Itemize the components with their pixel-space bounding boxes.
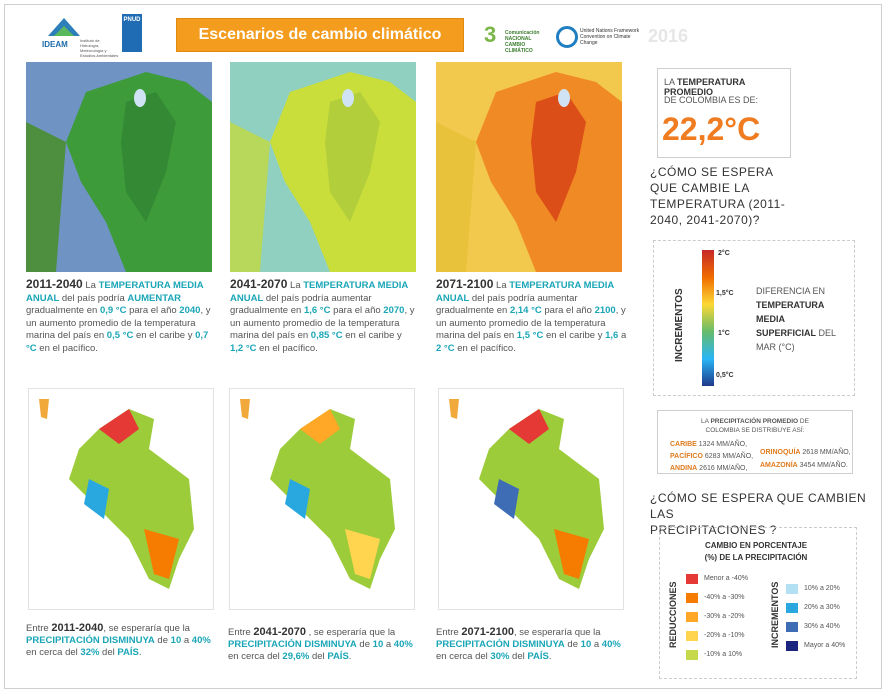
question-line: TEMPERATURA (2011-: [650, 197, 786, 211]
caption-period: 2071-2100: [436, 277, 494, 291]
water-drop-icon: [134, 89, 146, 107]
island-area: [240, 399, 250, 419]
caption-text: Entre: [26, 623, 52, 634]
precip-region-caribe: [670, 441, 747, 448]
page-title: Escenarios de cambio climático: [198, 26, 442, 43]
caption-highlight: PAÍS: [527, 651, 549, 662]
caption-highlight: 10: [580, 639, 592, 650]
legend-label: -30% a -20%: [704, 613, 745, 620]
region-name: ANDINA: [670, 465, 698, 472]
caption-period: 2041-2070: [253, 626, 306, 638]
region-value: 6283 MM/AÑO,: [702, 453, 754, 460]
scale-desc-line: DIFERENCIA EN: [756, 286, 826, 296]
caption-text: , se esperaría que la: [305, 627, 396, 638]
caption-text: a: [181, 635, 192, 646]
caption-text: en cerca del: [436, 651, 491, 662]
caption-text: La: [493, 280, 510, 291]
caption-text: de: [154, 635, 171, 646]
caption-highlight: 40%: [393, 639, 413, 650]
caption-highlight: 40%: [601, 639, 621, 650]
caption-text: La: [82, 280, 99, 291]
avg-temp-value: 22,2°C: [662, 111, 761, 147]
scale-desc-highlight: TEMPERATURA MEDIA: [756, 300, 824, 324]
caption-text: , y un aumento promedio de la temperatura marina del país en: [26, 305, 211, 341]
caption-text: .: [548, 651, 552, 662]
island-area: [39, 399, 49, 419]
legend-label: -10% a 10%: [704, 651, 743, 658]
legend-swatch: [686, 612, 698, 622]
region-name: ORINOQUÍA: [760, 449, 801, 456]
caption-text: en el caribe y: [342, 330, 402, 341]
caption-period: 2011-2040: [26, 277, 83, 291]
legend-label: 10% a 20%: [804, 585, 840, 592]
caption-highlight: PRECIPITACIÓN DISMINUYA: [26, 635, 155, 646]
caption-text: para el año: [541, 305, 595, 316]
legend-swatch: [786, 603, 798, 613]
ideam-logo-text: IDEAM: [42, 40, 68, 49]
region-name: PACÍFICO: [670, 453, 703, 460]
unfccc-text: United Nations Framework Convention on Climate Change: [580, 28, 640, 46]
caption-highlight: PRECIPITACIÓN DISMINUYA: [228, 639, 357, 650]
temperature-question: [650, 164, 785, 228]
caption-period: 2011-2040: [51, 622, 104, 634]
caption-highlight: 2100: [594, 305, 616, 316]
temperature-map-2041-2070: [230, 62, 416, 272]
caption-text: La: [287, 280, 304, 291]
caption-highlight: 30%: [490, 651, 510, 662]
precip-region-andina: [670, 465, 747, 472]
scale-desc-text: DEL: [816, 328, 837, 338]
question-line: PRECIPITACIONES ?: [650, 523, 777, 537]
precip-region-orinoquia: [760, 449, 851, 456]
avg-temp-text: LA: [664, 77, 678, 87]
legend-label: 30% a 40%: [804, 623, 840, 630]
caption-text: a: [618, 330, 627, 341]
caption-highlight: 1,5 °C: [516, 330, 544, 341]
undp-logo-text: PNUD: [123, 17, 141, 23]
legend-swatch: [786, 622, 798, 632]
caption-highlight: AUMENTAR: [127, 292, 182, 304]
scale-desc-line: MAR (°C): [756, 342, 795, 352]
caption-text: a: [591, 639, 602, 650]
ideam-leaf-icon: [54, 26, 74, 36]
question-line: QUE CAMBIE LA: [650, 181, 750, 195]
temperature-map-graphic: [436, 62, 622, 272]
legend-swatch: [786, 584, 798, 594]
caption-highlight: 10: [170, 635, 182, 646]
caption-period: 2071-2100: [461, 626, 514, 638]
caption-highlight: PAÍS: [117, 647, 139, 658]
precip-title-highlight: PRECIPITACIÓN PROMEDIO: [710, 418, 799, 425]
year-label: 2016: [648, 26, 689, 46]
caption-highlight: 0,85 °C: [310, 330, 343, 341]
precipitation-map-2041-2070: [229, 388, 415, 610]
caption-text: en cerca del: [26, 647, 81, 658]
average-precipitation-box: [657, 410, 853, 474]
caption-highlight: 1,6 °C: [303, 305, 331, 316]
caption-text: del país podría aumentar gradualmente en: [436, 292, 578, 316]
caption-text: , se esperaría que la: [513, 627, 601, 638]
caption-highlight: 2070: [383, 305, 405, 316]
region-name: AMAZONÍA: [760, 462, 798, 469]
caption-text: en el pacífico.: [36, 342, 98, 354]
water-drop-icon: [558, 89, 570, 107]
precip-title-text: COLOMBIA SE DISTRIBUYE ASÍ:: [705, 427, 805, 434]
legend-label: -20% a -10%: [704, 632, 745, 639]
caption-highlight: 0,5 °C: [106, 330, 134, 341]
precip-title-text: DE: [798, 418, 809, 425]
region-value: 2618 MM/AÑO,: [800, 449, 851, 456]
precip-map-graphic: [29, 389, 213, 609]
legend-swatch: [686, 650, 698, 660]
caption-highlight: PRECIPITACIÓN DISMINUYA: [436, 639, 565, 650]
precipitation-map-2011-2040: [28, 388, 214, 610]
temperature-colorbar: [702, 250, 714, 386]
avg-temp-line2: DE COLOMBIA ES DE:: [664, 95, 759, 105]
caption-text: .: [138, 647, 142, 658]
caption-highlight: 2040: [179, 305, 201, 316]
precip-title-text: LA: [701, 418, 711, 425]
scale-desc-highlight: SUPERFICIAL: [756, 328, 817, 338]
caption-highlight: 29,6%: [282, 651, 310, 662]
colorbar-tick: 0,5°C: [716, 372, 734, 379]
increments-axis-label: INCREMENTOS: [674, 288, 685, 362]
colorbar-tick: 1,5°C: [716, 290, 734, 297]
caption-text: de: [564, 639, 581, 650]
caption-text: para el año: [126, 305, 180, 316]
temperature-map-2011-2040: [26, 62, 212, 272]
page-title-bar: [176, 18, 464, 52]
caption-text: del: [509, 651, 528, 662]
legend-label: Mayor a 40%: [804, 642, 846, 649]
ideam-logo: [36, 14, 119, 58]
legend-swatch: [686, 631, 698, 641]
temperature-map-2071-2100: [436, 62, 622, 272]
caption-highlight: 1,2 °C: [230, 342, 257, 354]
caption-period: 2041-2070: [230, 277, 288, 291]
region-value: 2616 MM/AÑO,: [697, 465, 748, 472]
caption-highlight: TEMPERATURA MEDIA ANUAL: [230, 280, 408, 304]
precip-legend-title: [676, 540, 836, 564]
caption-text: , y un aumento promedio de la temperatura marina del país en: [230, 305, 415, 341]
caption-text: del país podría: [59, 292, 128, 304]
colorbar-tick: 2°C: [718, 250, 730, 257]
precip-region-pacifico: [670, 453, 753, 460]
legend-label: Menor a -40%: [704, 575, 748, 582]
legend-title-line: (%) DE LA PRECIPITACIÓN: [704, 553, 808, 562]
caption-text: en el caribe y: [133, 330, 196, 341]
question-line: 2040, 2041-2070)?: [650, 213, 760, 227]
region-name: CARIBE: [670, 441, 697, 448]
caption-text: Entre: [436, 627, 462, 638]
legend-swatch: [686, 593, 698, 603]
water-drop-icon: [342, 89, 354, 107]
caption-highlight: 40%: [191, 635, 211, 646]
caption-text: del: [99, 647, 118, 658]
question-line: ¿CÓMO SE ESPERA: [650, 165, 774, 179]
temperature-caption-2011-2040: [26, 278, 212, 355]
caption-text: en el pacífico.: [256, 342, 318, 354]
legend-label: -40% a -30%: [704, 594, 745, 601]
precip-region-amazonia: [760, 462, 848, 469]
avg-temp-highlight: TEMPERATURA PROMEDIO: [664, 77, 746, 97]
temperature-map-graphic: [26, 62, 212, 272]
legend-label: 20% a 30%: [804, 604, 840, 611]
third-communication-number: 3: [484, 22, 497, 47]
caption-highlight: PAÍS: [327, 651, 349, 662]
caption-text: , y un aumento promedio de la temperatura marina del país en: [436, 305, 626, 341]
average-temperature-box: [657, 68, 791, 158]
third-communication-text: Comunicación NACIONAL CAMBIO CLIMÁTICO: [505, 30, 540, 54]
caption-text: del: [309, 651, 328, 662]
caption-text: gradualmente en: [26, 305, 100, 316]
region-value: 3454 MM/AÑO.: [797, 462, 848, 469]
caption-text: de: [356, 639, 373, 650]
question-line: ¿CÓMO SE ESPERA QUE CAMBIEN LAS: [650, 491, 867, 521]
precip-caption-2041-2070: [228, 626, 418, 663]
caption-highlight: TEMPERATURA MEDIA ANUAL: [26, 280, 204, 304]
temperature-caption-2041-2070: [230, 278, 416, 355]
region-value: 1324 MM/AÑO,: [696, 441, 748, 448]
caption-text: para el año: [330, 305, 384, 316]
caption-text: .: [348, 651, 352, 662]
caption-highlight: 2,14 °C: [509, 305, 542, 316]
island-area: [449, 399, 459, 419]
caption-highlight: 10: [372, 639, 384, 650]
caption-text: Entre: [228, 627, 254, 638]
caption-highlight: TEMPERATURA MEDIA ANUAL: [436, 280, 614, 304]
temperature-scale-description: [756, 284, 850, 354]
precipitation-map-2071-2100: [438, 388, 624, 610]
reductions-label: REDUCCIONES: [668, 581, 678, 648]
caption-highlight: 0,9 °C: [99, 305, 127, 316]
increments-label: INCREMENTOS: [770, 581, 780, 648]
caption-highlight: 2 °C: [436, 342, 455, 354]
temperature-caption-2071-2100: [436, 278, 632, 355]
caption-text: en el caribe y: [543, 330, 606, 341]
legend-swatch: [686, 574, 698, 584]
precip-map-graphic: [230, 389, 414, 609]
caption-text: en el pacífico.: [454, 342, 516, 354]
precip-map-graphic: [439, 389, 623, 609]
unfccc-logo-icon: [556, 26, 578, 48]
caption-highlight: 32%: [80, 647, 100, 658]
precip-caption-2011-2040: [26, 622, 216, 659]
legend-title-line: CAMBIO EN PORCENTAJE: [704, 541, 808, 550]
ideam-subtitle: Instituto de Hidrología, Meteorología y Estudios Ambientales: [80, 38, 119, 58]
precip-caption-2071-2100: [436, 626, 628, 663]
precip-box-title: [664, 417, 846, 435]
caption-text: en cerca del: [228, 651, 283, 662]
caption-highlight: 1,6: [605, 330, 619, 341]
undp-logo: [122, 14, 142, 52]
caption-text: del país podría aumentar gradualmente en: [230, 292, 372, 316]
temperature-map-graphic: [230, 62, 416, 272]
avg-temp-line1: [664, 77, 790, 97]
caption-highlight: 0,7 °C: [26, 330, 209, 354]
colorbar-tick: 1°C: [718, 330, 730, 337]
caption-text: a: [383, 639, 394, 650]
legend-swatch: [786, 641, 798, 651]
caption-text: , se esperaría que la: [103, 623, 190, 634]
